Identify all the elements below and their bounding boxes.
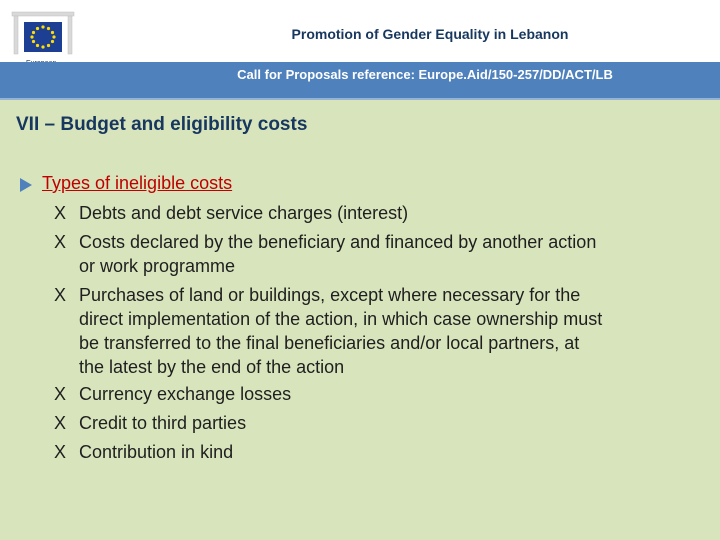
triangle-bullet-icon xyxy=(20,178,32,192)
slide-title: VII – Budget and eligibility costs xyxy=(16,114,308,135)
header-title: Promotion of Gender Equality in Lebanon xyxy=(291,26,569,42)
x-marker: X xyxy=(54,203,67,223)
list-item-line: Debts and debt service charges (interest) xyxy=(79,203,409,223)
x-marker: X xyxy=(54,384,67,404)
reference-bar xyxy=(0,62,720,98)
list-item-line: the latest by the end of the action xyxy=(79,357,345,377)
reference-text: Call for Proposals reference: Europe.Aid/150-257/DD/ACT/LB xyxy=(237,67,613,82)
list-item-line: Costs declared by the beneficiary and financed by another action xyxy=(79,232,597,252)
list-item-text xyxy=(79,283,699,379)
header xyxy=(0,0,720,100)
x-marker: X xyxy=(54,285,67,305)
x-marker: X xyxy=(54,413,67,433)
list-item-line: Credit to third parties xyxy=(79,413,247,433)
list-item-line: be transferred to the final beneficiaries and/or local partners, at xyxy=(79,333,580,353)
list-item-line: Purchases of land or buildings, except where necessary for the xyxy=(79,285,581,305)
header-divider xyxy=(0,98,720,100)
list-item-text xyxy=(79,201,699,225)
list-item-line: direct implementation of the action, in which case ownership must xyxy=(79,309,603,329)
list-item-text xyxy=(79,440,699,464)
list-item-line: Currency exchange losses xyxy=(79,384,292,404)
list-item-text xyxy=(79,382,699,406)
x-marker: X xyxy=(54,232,67,252)
x-marker: X xyxy=(54,442,67,462)
list-item-line: Contribution in kind xyxy=(79,442,234,462)
list-item-line: or work programme xyxy=(79,256,236,276)
list-item-text xyxy=(79,230,699,278)
list-item-text xyxy=(79,411,699,435)
bullet-heading: Types of ineligible costs xyxy=(42,173,233,193)
